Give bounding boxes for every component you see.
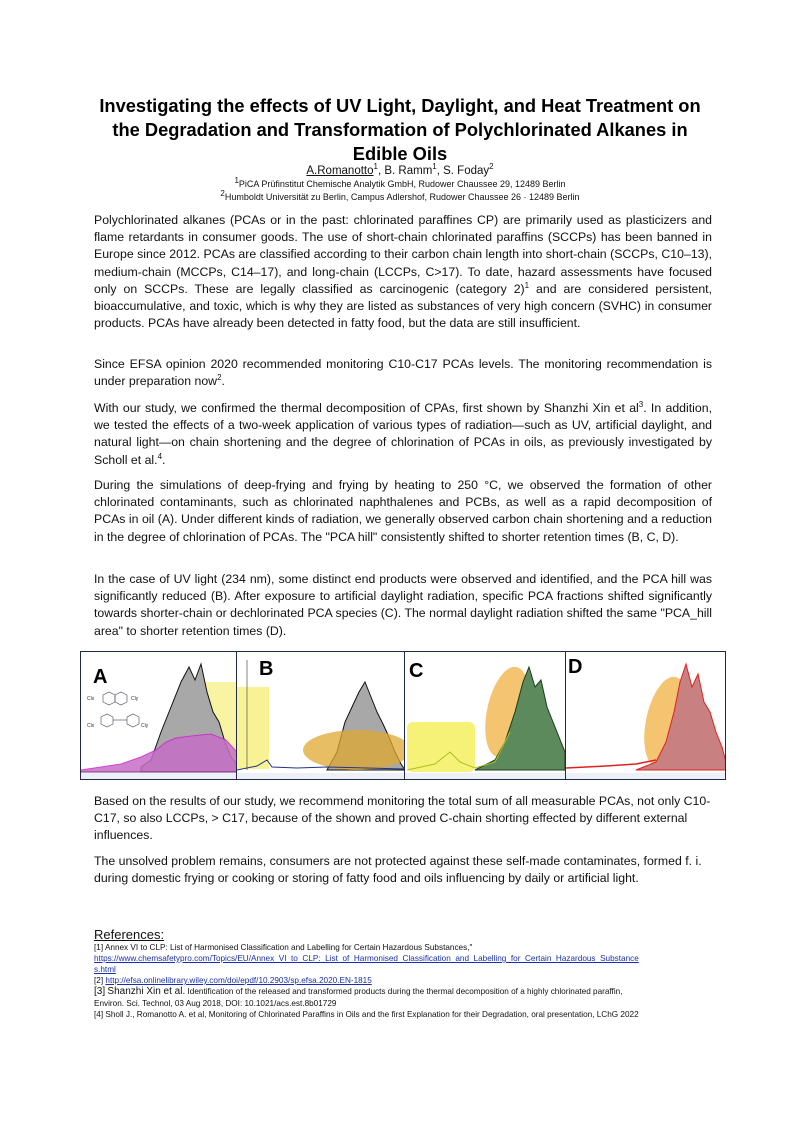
authors-line: A.Romanotto$^1$, B. Ramm$^1$, S. Foday$^2$: [306, 162, 494, 177]
paragraph-text: .: [162, 452, 166, 467]
paragraph-text: With our study, we confirmed the thermal decomposition of CPAs, first shown by Shanzhi Xin et al: [94, 401, 639, 415]
reference-4: [94, 1009, 714, 1020]
reference-1-link-cont: [94, 964, 714, 975]
figure-panel-d: [565, 651, 726, 780]
reference-2: [94, 975, 714, 986]
title-line-3: Edible Oils: [352, 143, 448, 164]
reference-number: [1]: [94, 943, 104, 952]
panel-label: D: [568, 656, 583, 678]
title-line-2: the Degradation and Transformation of Polychlorinated Alkanes in: [112, 119, 688, 140]
svg-text:Clx: Clx: [87, 696, 95, 702]
paragraph-recommendation: Based on the results of our study, we recommend monitoring the total sum of all measurable PCAs, not only C10-C17, so also LCCPs, > C17, because of the shown and proved C-chain shorting effected by different external influences.: [94, 794, 711, 843]
reference-1-link-line: [94, 953, 712, 964]
paragraph-text: Since EFSA opinion 2020 recommended monitoring C10-C17 PCAs levels. The monitoring recommendation is under preparation now: [94, 357, 712, 389]
paragraph-text: Polychlorinated alkanes (PCAs or in the past: chlorinated paraffines CP) are primarily used as plasticizers and flame retardants in consumer goods. The use of short-chain chlorinated paraffins (SCCPs) has been banned in Europe since 2012. PCAs are classified according to their carbon chain length into short-chain (SCCPs, C10–13), medium-chain (MCCPs, C14–17), and long-chain (LCCPs, C>17). To date, hazard assessments have focused only on SCCPs. These are legally classified as carcinogenic (category 2): [94, 213, 712, 296]
reference-text: Sholl J., Romanotto A. et al, Monitoring of Chlorinated Paraffins in Oils and the first Explanation for their Degradation, oral presentation, LChG 2022: [105, 1010, 639, 1019]
svg-text:Cly: Cly: [131, 696, 139, 702]
paragraph-text: . In addition, we tested the effects of a two-week application of various types of radiation—such as UV, artificial daylight, and natural light—on chain shortening and the degree of chlorination of PCAs in oils, as previously investigated by Scholl et al.: [94, 401, 712, 467]
panel-label: B: [259, 658, 274, 680]
affiliation-text: PiCA Prüfinstitut Chemische Analytik GmbH, Rudower Chaussee 29, 12489 Berlin: [238, 179, 566, 189]
panel-label: A: [93, 666, 108, 688]
reference-3: [94, 986, 714, 997]
paragraph-unsolved-problem: The unsolved problem remains, consumers are not protected against these self-made contaminates, formed f. i. during domestic frying or cooking or storing of fatty food and oils influencing by daily or artificial light.: [94, 854, 702, 886]
chromatogram-d: [566, 652, 726, 780]
figure-panel-b: [236, 651, 406, 780]
chromatogram-c: [405, 652, 566, 780]
figure-panel-a: [80, 651, 238, 780]
paragraph-study: [94, 400, 712, 469]
affiliation-sup: 1: [234, 176, 239, 185]
reference-number: [2]: [94, 976, 104, 985]
footnote-ref: 4: [157, 451, 163, 461]
affiliation-sup: 2: [220, 189, 225, 198]
author-name: S. Foday: [443, 165, 490, 177]
reference-text: Identification of the released and transformed products during the thermal decomposition of a highly chlorinated paraffin,: [187, 987, 623, 996]
paragraph-frying: During the simulations of deep-frying and frying by heating to 250 °C, we observed the formation of other chlorinated contaminants, such as chlorinated naphthalenes and PCBs, as well as a rapid decomposition of PCAs in oil (A). Under different kinds of radiation, we generally observed carbon chain shortening and a reduction in the degree of chlorination of PCAs. The "PCA hill" consistently shifted to shorter retention times (B, C, D).: [94, 478, 712, 544]
reference-1: [94, 942, 714, 953]
author-name: B. Ramm: [384, 165, 433, 177]
panel-label: C: [409, 660, 424, 682]
title-line-1: Investigating the effects of UV Light, Daylight, and Heat Treatment on: [99, 95, 701, 116]
author-name: A.Romanotto: [306, 165, 374, 177]
author-affiliation-sup: 1: [373, 162, 378, 172]
affiliation-2: [80, 191, 720, 203]
reference-2-link[interactable]: http://efsa.onlinelibrary.wiley.com/doi/epdf/10.2903/sp.efsa.2020.EN-1815: [105, 976, 372, 985]
reference-number: [3]: [94, 986, 106, 997]
figure-panel-c: [404, 651, 566, 780]
reference-lead: Shanzhi Xin et al.: [107, 986, 186, 997]
reference-1-link[interactable]: https://www.chemsafetypro.com/Topics/EU/Annex_VI_to_CLP:_List_of_Harmonised_Classification_and_Labelling_for_Certain_Hazardous_Substance: [94, 954, 639, 963]
reference-text: Annex VI to CLP: List of Harmonised Classification and Labelling for Certain Hazardous Substances,": [104, 943, 473, 952]
reference-number: [4]: [94, 1010, 104, 1019]
footnote-ref: 3: [638, 399, 644, 409]
footnote-ref: 1: [524, 280, 530, 290]
affiliation-1: [80, 178, 720, 190]
paragraph-text: .: [221, 374, 225, 389]
author-affiliation-sup: 2: [489, 162, 494, 172]
svg-text:Clx: Clx: [87, 723, 95, 729]
reference-1-link-continuation[interactable]: s.html: [94, 965, 116, 974]
paragraph-text: and are considered persistent, bioaccumulative, and toxic, which is why they are listed as substances of very high concern (SVHC) in consumer products. PCAs have already been detected in fatty food, but the data are still insufficient.: [94, 281, 713, 331]
paper-title: [80, 94, 720, 166]
chromatogram-figure: [80, 651, 726, 780]
reference-3-line-2: Environ. Sci. Technol, 03 Aug 2018, DOI: 10.1021/acs.est.8b01729: [94, 999, 337, 1008]
paragraph-efsa: [94, 356, 712, 390]
paragraph-introduction: [94, 212, 712, 332]
paragraph-uv-results: In the case of UV light (234 nm), some distinct end products were observed and identified, and the PCA hill was significantly reduced (B). After exposure to artificial daylight radiation, specific PCA fractions shifted significantly towards shorter-chain or dechlorinated PCA species (C). The normal daylight radiation shifted the same "PCA_hill area" to shorter retention times (D).: [94, 572, 712, 638]
author-affiliation-sup: 1: [432, 162, 437, 172]
svg-text:Cly: Cly: [141, 723, 149, 729]
references-heading: References:: [94, 927, 165, 942]
affiliation-text: Humboldt Universität zu Berlin, Campus Adlershof, Rudower Chaussee 26 · 12489 Berlin: [224, 192, 580, 202]
footnote-ref: 2: [217, 373, 222, 383]
